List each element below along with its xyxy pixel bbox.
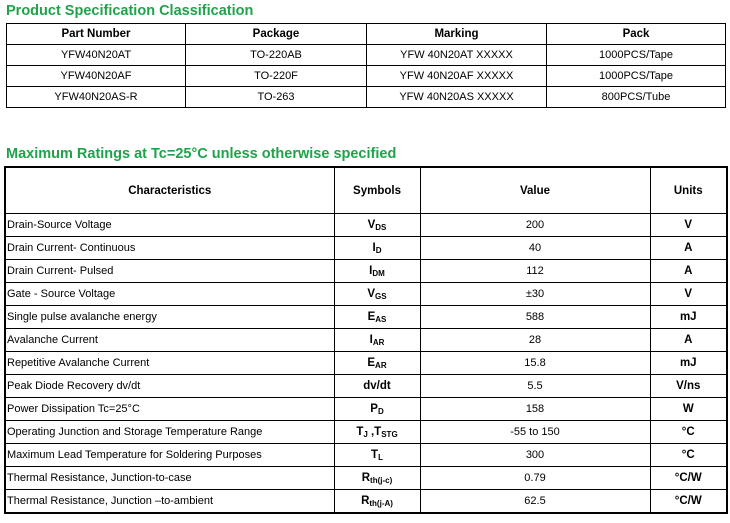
spec-header-row: [7, 24, 726, 45]
characteristic-cell: Repetitive Avalanche Current: [5, 352, 334, 375]
pack-cell: 1000PCS/Tape: [547, 45, 726, 66]
symbol-subscript: L: [378, 452, 383, 462]
rating-row: [5, 306, 727, 329]
characteristic-cell: Peak Diode Recovery dv/dt: [5, 375, 334, 398]
value-cell: 28: [420, 329, 650, 352]
part-number-cell: YFW40N20AS-R: [7, 87, 186, 108]
symbol-subscript: AR: [375, 360, 387, 370]
symbol-cell: [334, 306, 420, 329]
marking-cell: YFW 40N20AF XXXXX: [367, 66, 547, 87]
ratings-header-row: [5, 167, 727, 214]
symbol-cell: [334, 352, 420, 375]
characteristic-cell: Power Dissipation Tc=25°C: [5, 398, 334, 421]
unit-cell: °C: [650, 421, 727, 444]
characteristic-cell: Thermal Resistance, Junction-to-case: [5, 467, 334, 490]
symbol-subscript: DM: [372, 268, 385, 278]
marking-cell: YFW 40N20AS XXXXX: [367, 87, 547, 108]
symbol-subscript: D: [377, 406, 384, 416]
header-symbols: Symbols: [334, 167, 420, 214]
header-part-number: Part Number: [7, 24, 186, 45]
symbol-cell: [334, 237, 420, 260]
characteristic-cell: Operating Junction and Storage Temperature Range: [5, 421, 334, 444]
package-cell: TO-263: [186, 87, 367, 108]
symbol-main: T: [371, 448, 379, 461]
symbol-main: R: [361, 494, 370, 507]
value-cell: 112: [420, 260, 650, 283]
rating-row: [5, 329, 727, 352]
value-cell: 40: [420, 237, 650, 260]
value-cell: 158: [420, 398, 650, 421]
unit-cell: A: [650, 260, 727, 283]
value-cell: -55 to 150: [420, 421, 650, 444]
spec-table: [6, 23, 726, 108]
header-marking: Marking: [367, 24, 547, 45]
symbol-cell: [334, 467, 420, 490]
symbol-cell: [334, 260, 420, 283]
rating-row: [5, 214, 727, 237]
characteristic-cell: Single pulse avalanche energy: [5, 306, 334, 329]
unit-cell: A: [650, 237, 727, 260]
symbol-subscript: th(j-A): [369, 498, 393, 508]
symbol-subscript-secondary: STG: [381, 429, 398, 439]
unit-cell: °C/W: [650, 490, 727, 514]
part-number-cell: YFW40N20AT: [7, 45, 186, 66]
pack-cell: 1000PCS/Tape: [547, 66, 726, 87]
symbol-main: V: [367, 287, 376, 300]
ratings-section-title: Maximum Ratings at Tc=25°C unless otherwise specified: [6, 146, 397, 162]
characteristic-cell: Gate - Source Voltage: [5, 283, 334, 306]
value-cell: 62.5: [420, 490, 650, 514]
unit-cell: W: [650, 398, 727, 421]
symbol-subscript: AS: [375, 314, 387, 324]
symbol-main: E: [367, 356, 376, 369]
header-value: Value: [420, 167, 650, 214]
rating-row: [5, 398, 727, 421]
spec-row: [7, 87, 726, 108]
characteristic-cell: Drain Current- Continuous: [5, 237, 334, 260]
symbol-subscript: D: [375, 245, 382, 255]
header-characteristics: Characteristics: [5, 167, 334, 214]
rating-row: [5, 375, 727, 398]
spec-row: [7, 45, 726, 66]
value-cell: 0.79: [420, 467, 650, 490]
rating-row: [5, 260, 727, 283]
symbol-main: R: [361, 471, 371, 484]
unit-cell: mJ: [650, 306, 727, 329]
unit-cell: V: [650, 283, 727, 306]
header-pack: Pack: [547, 24, 726, 45]
rating-row: [5, 352, 727, 375]
symbol-main: E: [367, 310, 376, 323]
spec-row: [7, 66, 726, 87]
package-cell: TO-220AB: [186, 45, 367, 66]
characteristic-cell: Maximum Lead Temperature for Soldering Purposes: [5, 444, 334, 467]
pack-cell: 800PCS/Tube: [547, 87, 726, 108]
symbol-cell: [334, 283, 420, 306]
value-cell: 200: [420, 214, 650, 237]
unit-cell: V/ns: [650, 375, 727, 398]
rating-row: [5, 237, 727, 260]
symbol-main: dv/dt: [363, 380, 391, 392]
symbol-main-secondary: ,T: [367, 425, 382, 438]
rating-row: [5, 444, 727, 467]
symbol-cell: [334, 329, 420, 352]
ratings-table: [4, 166, 728, 514]
value-cell: 5.5: [420, 375, 650, 398]
value-cell: 588: [420, 306, 650, 329]
symbol-subscript: DS: [375, 222, 387, 232]
rating-row: [5, 490, 727, 514]
symbol-subscript: th(j-c): [370, 475, 393, 485]
value-cell: ±30: [420, 283, 650, 306]
characteristic-cell: Drain-Source Voltage: [5, 214, 334, 237]
rating-row: [5, 467, 727, 490]
marking-cell: YFW 40N20AT XXXXX: [367, 45, 547, 66]
part-number-cell: YFW40N20AF: [7, 66, 186, 87]
value-cell: 15.8: [420, 352, 650, 375]
header-package: Package: [186, 24, 367, 45]
symbol-cell: [334, 375, 420, 398]
symbol-main: I: [369, 333, 373, 346]
rating-row: [5, 421, 727, 444]
rating-row: [5, 283, 727, 306]
symbol-subscript: AR: [372, 337, 385, 347]
unit-cell: °C: [650, 444, 727, 467]
symbol-main: P: [370, 402, 378, 415]
package-cell: TO-220F: [186, 66, 367, 87]
characteristic-cell: Thermal Resistance, Junction –to-ambient: [5, 490, 334, 514]
header-units: Units: [650, 167, 727, 214]
unit-cell: °C/W: [650, 467, 727, 490]
symbol-cell: [334, 421, 420, 444]
symbol-main: T: [356, 425, 364, 438]
symbol-subscript: GS: [375, 291, 387, 301]
value-cell: 300: [420, 444, 650, 467]
symbol-subscript: J: [363, 429, 368, 439]
symbol-cell: [334, 444, 420, 467]
symbol-main: I: [369, 264, 373, 277]
spec-section-title: Product Specification Classification: [6, 3, 254, 19]
symbol-cell: [334, 398, 420, 421]
symbol-cell: [334, 214, 420, 237]
characteristic-cell: Avalanche Current: [5, 329, 334, 352]
characteristic-cell: Drain Current- Pulsed: [5, 260, 334, 283]
symbol-main: I: [372, 241, 376, 254]
unit-cell: V: [650, 214, 727, 237]
unit-cell: A: [650, 329, 727, 352]
unit-cell: mJ: [650, 352, 727, 375]
symbol-main: V: [367, 218, 376, 231]
symbol-cell: [334, 490, 420, 514]
